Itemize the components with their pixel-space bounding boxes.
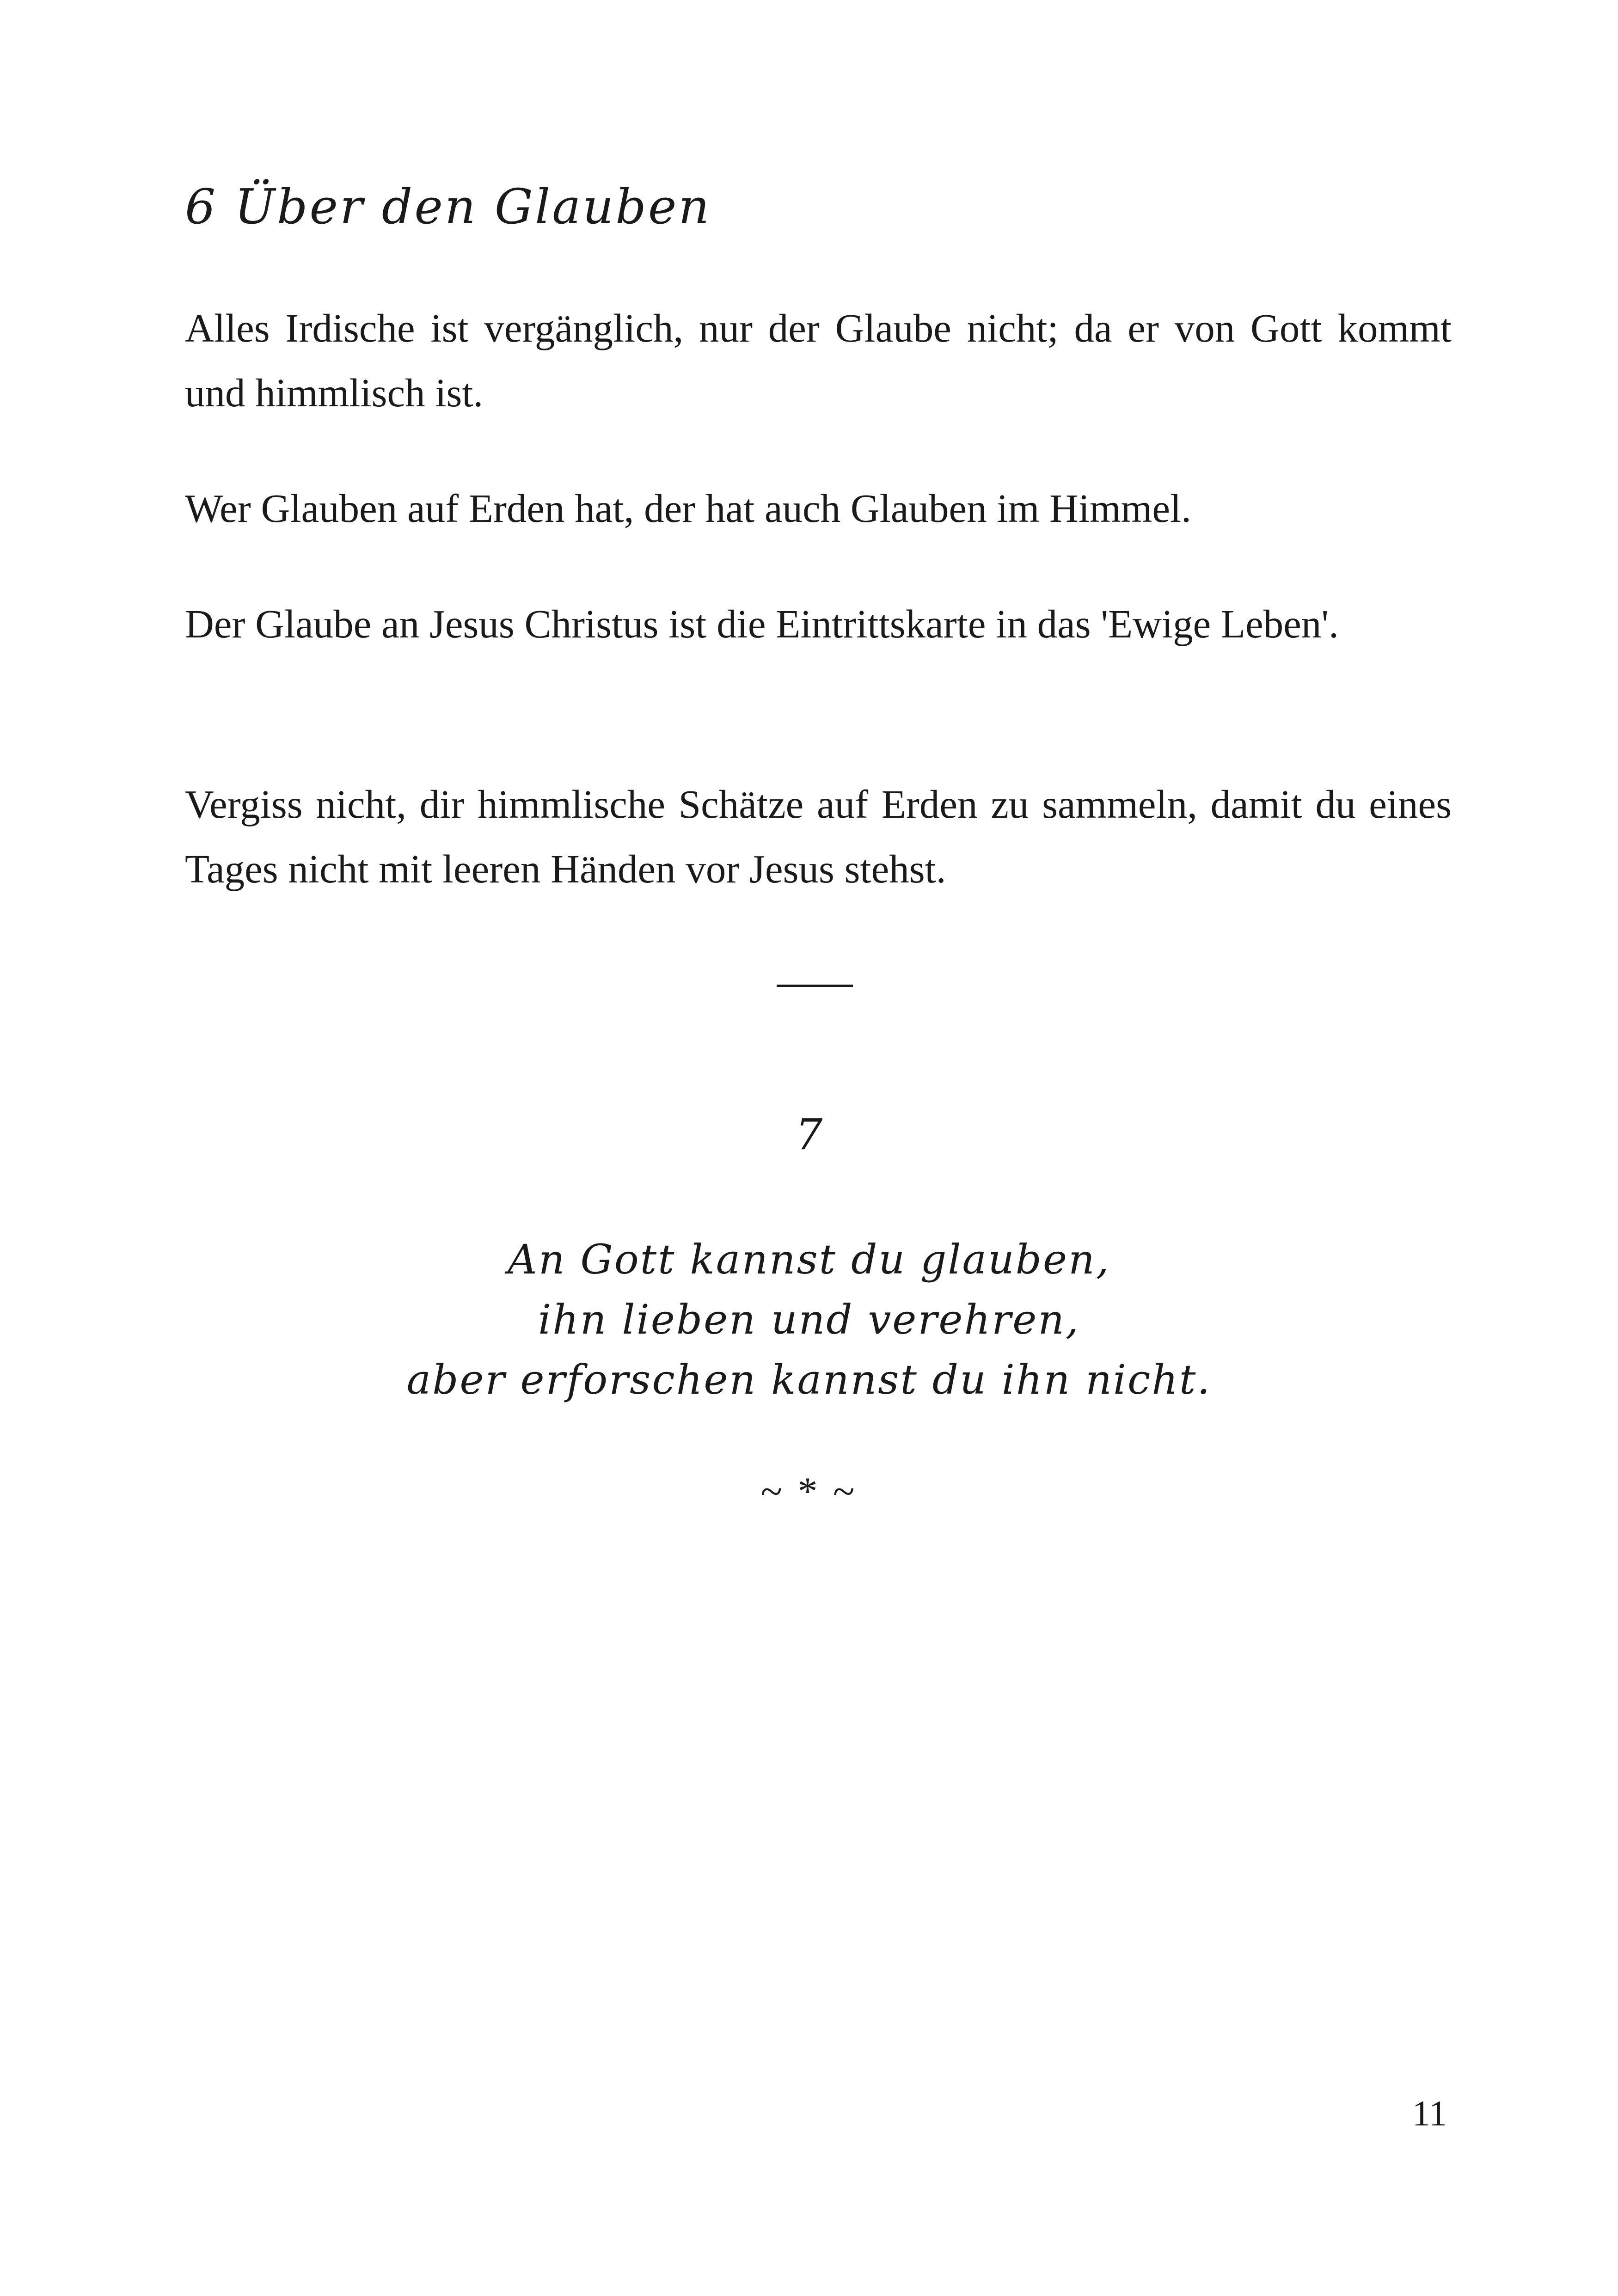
- poem-line-1: An Gott kannst du glauben,: [508, 1236, 1110, 1283]
- ornament: ~ * ~: [760, 1469, 858, 1513]
- poem: [0, 1230, 1618, 1410]
- paragraph-3: Der Glaube an Jesus Christus ist die Eintrittskarte in das 'Ewige Leben'.: [185, 601, 1339, 646]
- page-number: 11: [1412, 2093, 1447, 2133]
- section-divider: [777, 985, 853, 987]
- poem-number: 7: [795, 1110, 823, 1159]
- paragraph-4: Vergiss nicht, dir himmlische Schätze auf Erden zu sammeln, damit du eines Tages nicht mit leeren Händen vor Jesus stehst.: [185, 782, 1452, 891]
- poem-line-3: aber erforschen kannst du ihn nicht.: [406, 1356, 1212, 1403]
- paragraph-2: Wer Glauben auf Erden hat, der hat auch Glauben im Himmel.: [185, 486, 1191, 531]
- poem-line-2: ihn lieben und verehren,: [538, 1296, 1080, 1343]
- chapter-heading: 6 Über den Glauben: [185, 178, 711, 235]
- paragraph-1: Alles Irdische ist vergänglich, nur der Glaube nicht; da er von Gott kommt und himmlisch ist.: [185, 306, 1452, 415]
